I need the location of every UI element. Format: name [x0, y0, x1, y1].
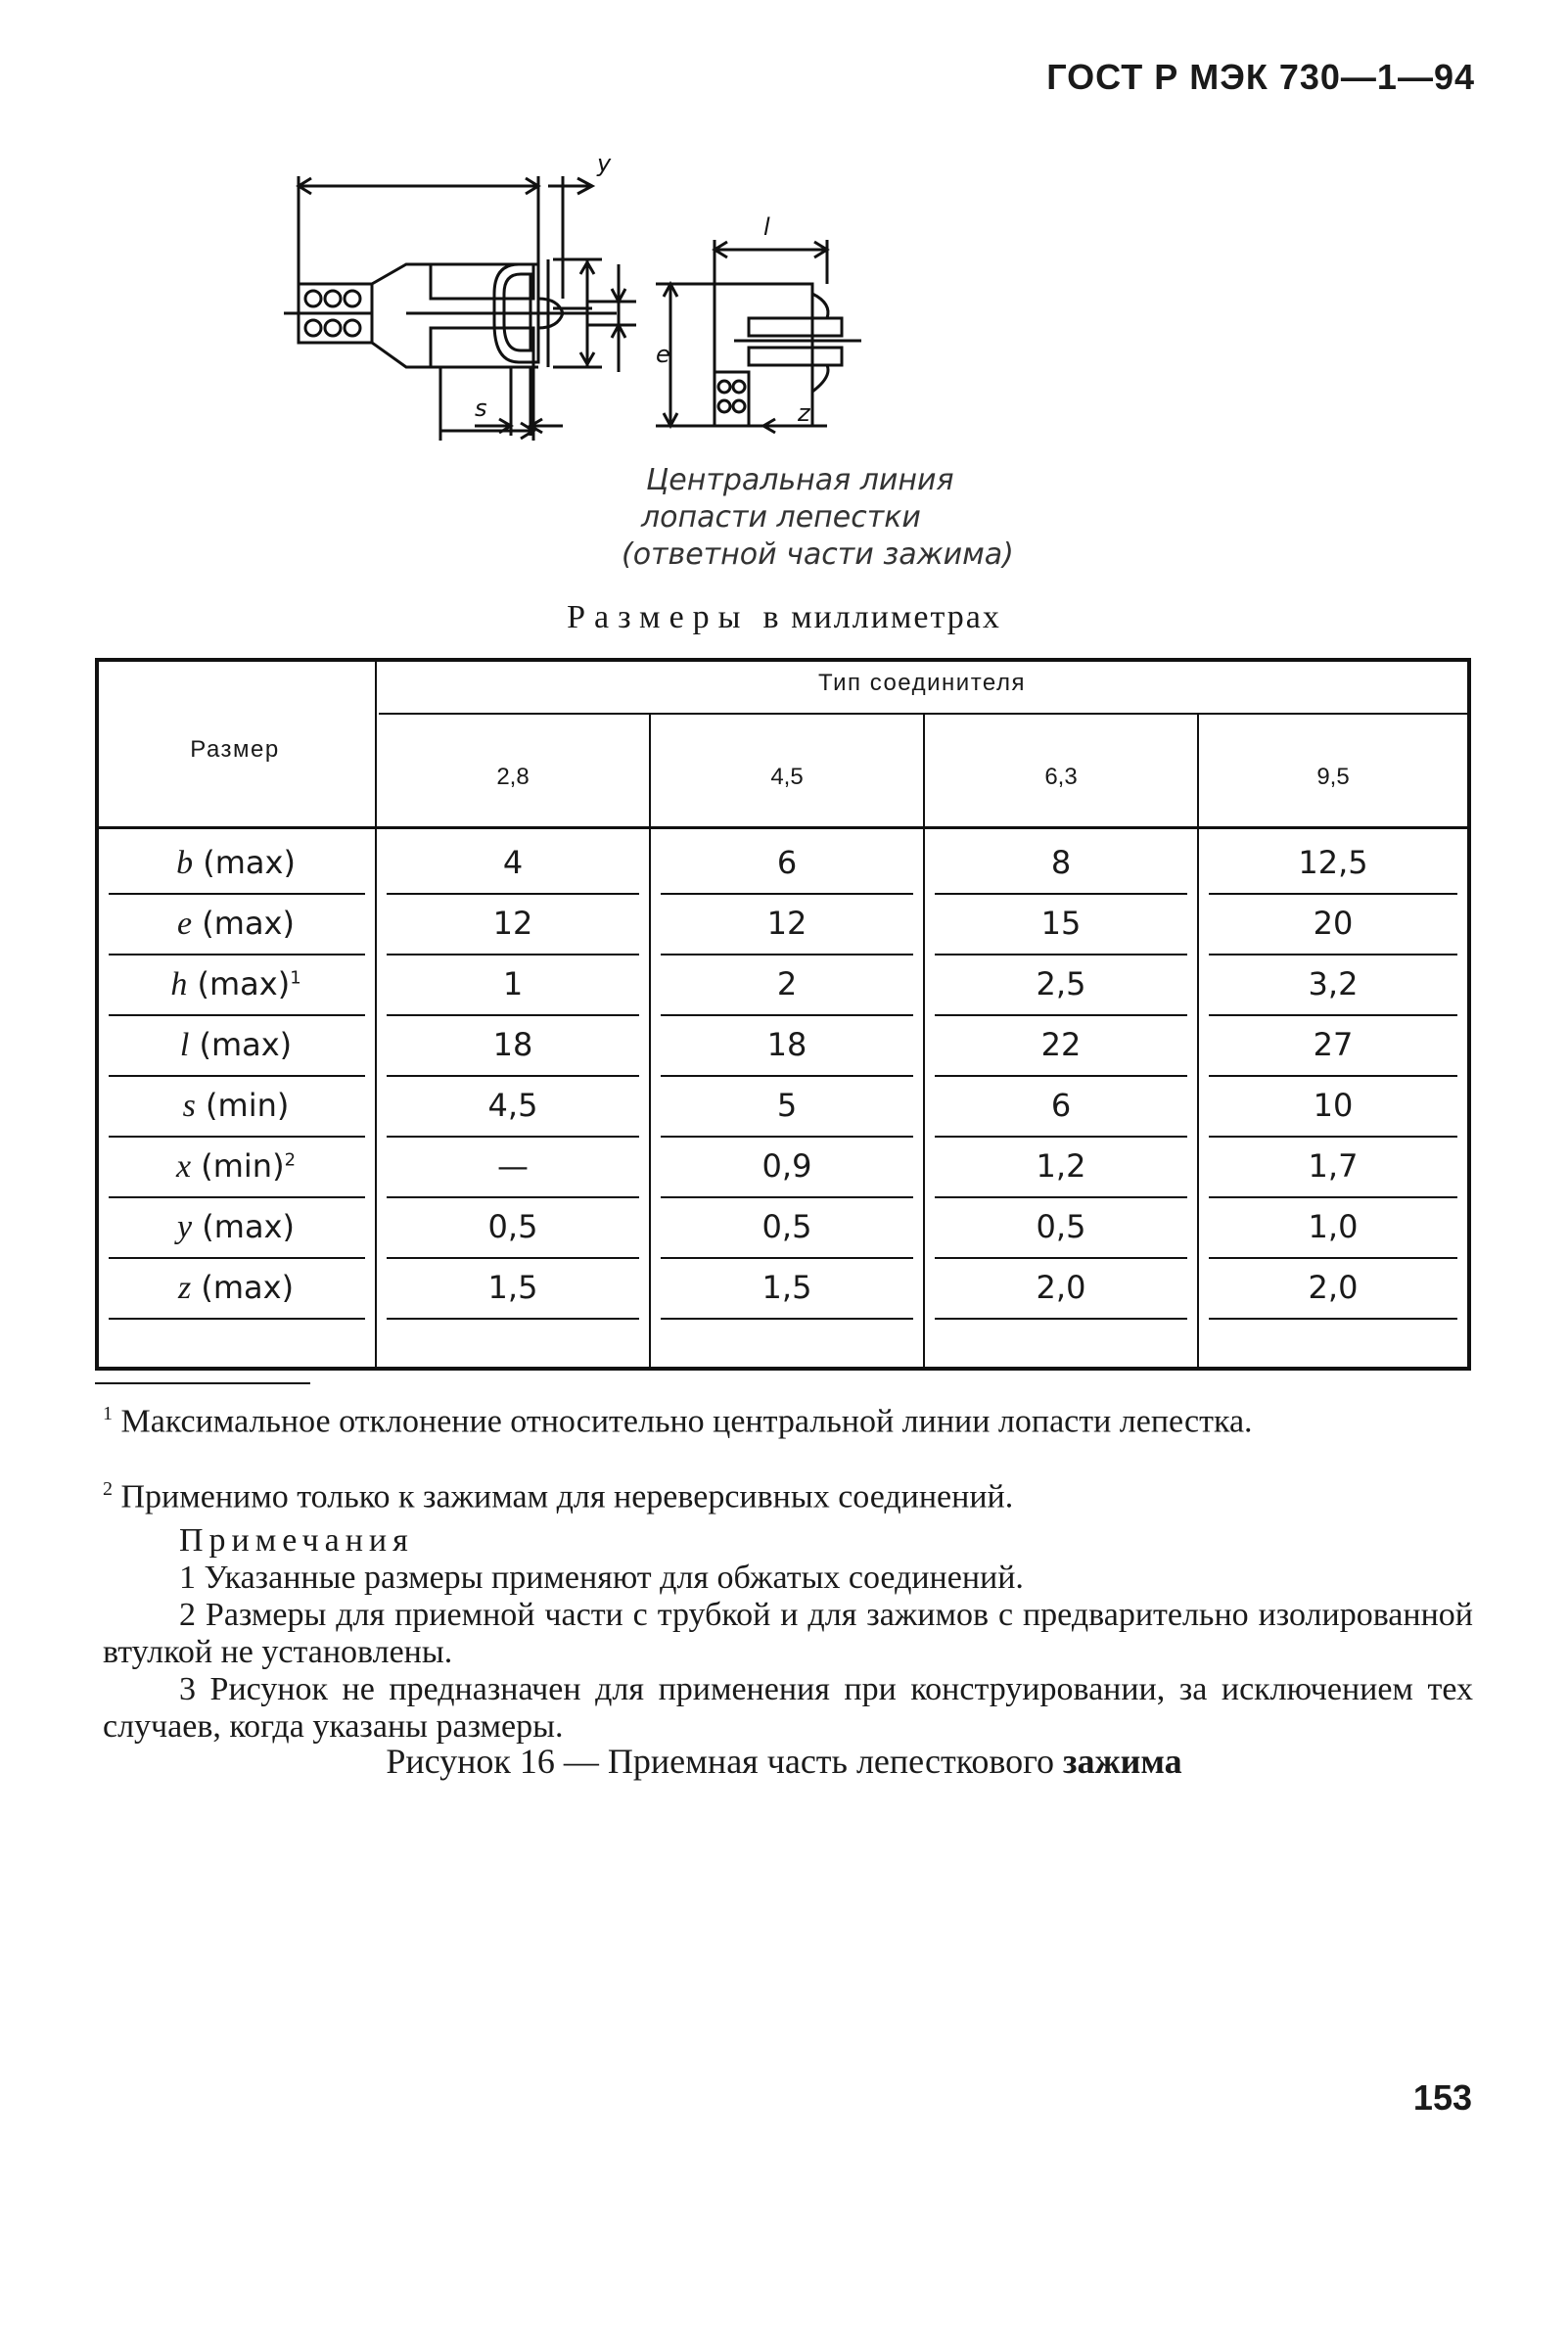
dim-label-z: z	[798, 399, 810, 427]
row-rule	[661, 1075, 913, 1077]
table-cell: 12,5	[1298, 844, 1368, 881]
footnote-rule	[95, 1382, 310, 1384]
table-cell: 15	[1040, 905, 1082, 942]
handnote-line-3: (ответной части зажима)	[622, 537, 1014, 572]
row-qualifier: (max)	[201, 1269, 295, 1306]
table-cell: 0,5	[487, 1208, 538, 1245]
row-qualifier: (max)	[203, 844, 296, 881]
row-label	[109, 1087, 363, 1125]
row-rule	[935, 1136, 1187, 1138]
row-rule	[1209, 1136, 1457, 1138]
row-symbol: l	[179, 1027, 190, 1063]
row-rule	[1209, 1075, 1457, 1077]
row-qualifier: (max)	[197, 965, 291, 1002]
table-cell: 5	[776, 1087, 798, 1124]
row-rule	[109, 1318, 365, 1320]
table-cell: 1,5	[487, 1269, 538, 1306]
table-rule	[379, 713, 1467, 715]
parameter-header: Размер	[190, 736, 280, 763]
footnote-text: Применимо только к зажимам для нереверсивных соединений.	[120, 1478, 1014, 1515]
size-caption-units: в миллиметрах	[762, 599, 1001, 635]
table-cell: 8	[1050, 844, 1072, 881]
figure-caption-bold: зажима	[1063, 1742, 1182, 1781]
table-cell: 3,2	[1308, 965, 1359, 1002]
dim-label-y: y	[597, 150, 612, 177]
row-rule	[387, 1136, 639, 1138]
row-rule	[387, 1014, 639, 1016]
row-label	[109, 1208, 363, 1246]
table-rule	[1467, 658, 1471, 1367]
type-header: 2,8	[496, 764, 530, 790]
row-footnote-mark: 1	[290, 967, 301, 989]
row-rule	[109, 893, 365, 895]
table-cell: 0,9	[761, 1147, 812, 1185]
footnote-mark: 2	[103, 1478, 113, 1500]
figure-caption	[0, 1741, 1568, 1782]
row-rule	[1209, 1257, 1457, 1259]
row-rule	[935, 1014, 1187, 1016]
page-number: 153	[1412, 2077, 1472, 2118]
row-rule	[935, 1075, 1187, 1077]
dim-label-l: l	[763, 213, 770, 241]
type-header: 4,5	[770, 764, 804, 790]
document-header: ГОСТ Р МЭК 730—1—94	[1046, 57, 1475, 97]
row-label	[109, 965, 363, 1003]
table-cell: 4,5	[487, 1087, 538, 1124]
row-qualifier: (max)	[202, 905, 295, 942]
table-cell: 1,7	[1308, 1147, 1359, 1185]
row-rule	[661, 1257, 913, 1259]
row-label	[109, 905, 363, 943]
table-cell: 1,0	[1308, 1208, 1359, 1245]
table-cell: 18	[766, 1026, 807, 1063]
table-cell: 27	[1313, 1026, 1354, 1063]
row-rule	[1209, 1196, 1457, 1198]
table-rule	[95, 826, 1467, 829]
row-rule	[661, 1196, 913, 1198]
type-header: 9,5	[1316, 764, 1350, 790]
row-rule	[935, 893, 1187, 895]
row-rule	[387, 1257, 639, 1259]
row-symbol: e	[177, 906, 193, 942]
row-qualifier: (min)	[201, 1147, 285, 1185]
note-item: 3 Рисунок не предназначен для применения при конструировании, за исключением тех случаев, когда указаны размеры.	[103, 1671, 1473, 1745]
table-cell: 10	[1313, 1087, 1354, 1124]
row-rule	[935, 1196, 1187, 1198]
end-view-middle	[475, 259, 602, 436]
table-cell: 12	[492, 905, 533, 942]
table-cell: 2,0	[1036, 1269, 1086, 1306]
footnote-mark: 1	[103, 1403, 113, 1424]
row-rule	[1209, 1014, 1457, 1016]
row-qualifier: (max)	[199, 1026, 293, 1063]
table-cell: 18	[492, 1026, 533, 1063]
row-rule	[109, 1075, 365, 1077]
row-rule	[1209, 1318, 1457, 1320]
type-header: 6,3	[1044, 764, 1078, 790]
size-caption-word: Размеры	[567, 599, 750, 635]
handnote-line-2: лопасти лепестки	[641, 500, 921, 535]
table-rule	[95, 658, 99, 1367]
row-symbol: x	[175, 1148, 192, 1185]
dim-label-e: e	[656, 341, 670, 368]
table-cell: —	[497, 1147, 529, 1185]
row-symbol: b	[176, 845, 194, 881]
row-rule	[109, 1257, 365, 1259]
size-caption	[0, 599, 1568, 636]
table-cell: 1,5	[761, 1269, 812, 1306]
row-rule	[387, 954, 639, 955]
figure-caption-text: Рисунок 16 — Приемная часть лепесткового	[386, 1742, 1055, 1781]
table-cell: 0,5	[761, 1208, 812, 1245]
row-rule	[661, 893, 913, 895]
dim-label-s: s	[475, 395, 487, 422]
footnote-2	[103, 1470, 1473, 1515]
row-rule	[109, 1014, 365, 1016]
connector-type-header: Тип соединителя	[818, 670, 1026, 696]
table-cell: 2	[776, 965, 798, 1002]
row-symbol: h	[170, 966, 188, 1002]
notes-title: Примечания	[179, 1522, 414, 1559]
row-rule	[387, 1318, 639, 1320]
row-rule	[935, 1318, 1187, 1320]
table-cell: 2,0	[1308, 1269, 1359, 1306]
table-cell: 20	[1313, 905, 1354, 942]
row-rule	[109, 1196, 365, 1198]
row-rule	[935, 954, 1187, 955]
connector-drawing	[254, 137, 1341, 597]
note-item: 1 Указанные размеры применяют для обжатых соединений.	[179, 1560, 1024, 1596]
row-rule	[387, 1196, 639, 1198]
row-rule	[109, 1136, 365, 1138]
row-rule	[109, 954, 365, 955]
row-rule	[1209, 893, 1457, 895]
row-symbol: z	[177, 1270, 192, 1306]
row-qualifier: (max)	[202, 1208, 295, 1245]
row-rule	[387, 1075, 639, 1077]
table-cell: 6	[1050, 1087, 1072, 1124]
row-label	[109, 1269, 363, 1307]
row-symbol: y	[177, 1209, 193, 1245]
row-qualifier: (min)	[206, 1087, 290, 1124]
table-cell: 22	[1040, 1026, 1082, 1063]
table-cell: 0,5	[1036, 1208, 1086, 1245]
row-rule	[661, 1014, 913, 1016]
row-symbol: s	[182, 1088, 196, 1124]
table-cell: 1,2	[1036, 1147, 1086, 1185]
row-rule	[935, 1257, 1187, 1259]
front-view-right	[656, 240, 861, 433]
row-rule	[661, 1136, 913, 1138]
table-cell: 12	[766, 905, 807, 942]
footnote-text: Максимальное отклонение относительно центральной линии лопасти лепестка.	[120, 1403, 1253, 1440]
row-rule	[1209, 954, 1457, 955]
row-footnote-mark: 2	[284, 1149, 297, 1171]
table-cell: 1	[502, 965, 524, 1002]
row-rule	[661, 1318, 913, 1320]
handnote-line-1: Центральная линия	[646, 463, 954, 497]
row-label	[109, 1147, 363, 1186]
row-rule	[387, 893, 639, 895]
row-label	[109, 844, 363, 882]
row-label	[109, 1026, 363, 1064]
footnote-1	[103, 1395, 1473, 1440]
row-rule	[661, 954, 913, 955]
table-cell: 4	[502, 844, 524, 881]
table-cell: 2,5	[1036, 965, 1086, 1002]
table-cell: 6	[776, 844, 798, 881]
note-item: 2 Размеры для приемной части с трубкой и для зажимов с предварительно изолированной втулкой не установлены.	[103, 1597, 1473, 1670]
